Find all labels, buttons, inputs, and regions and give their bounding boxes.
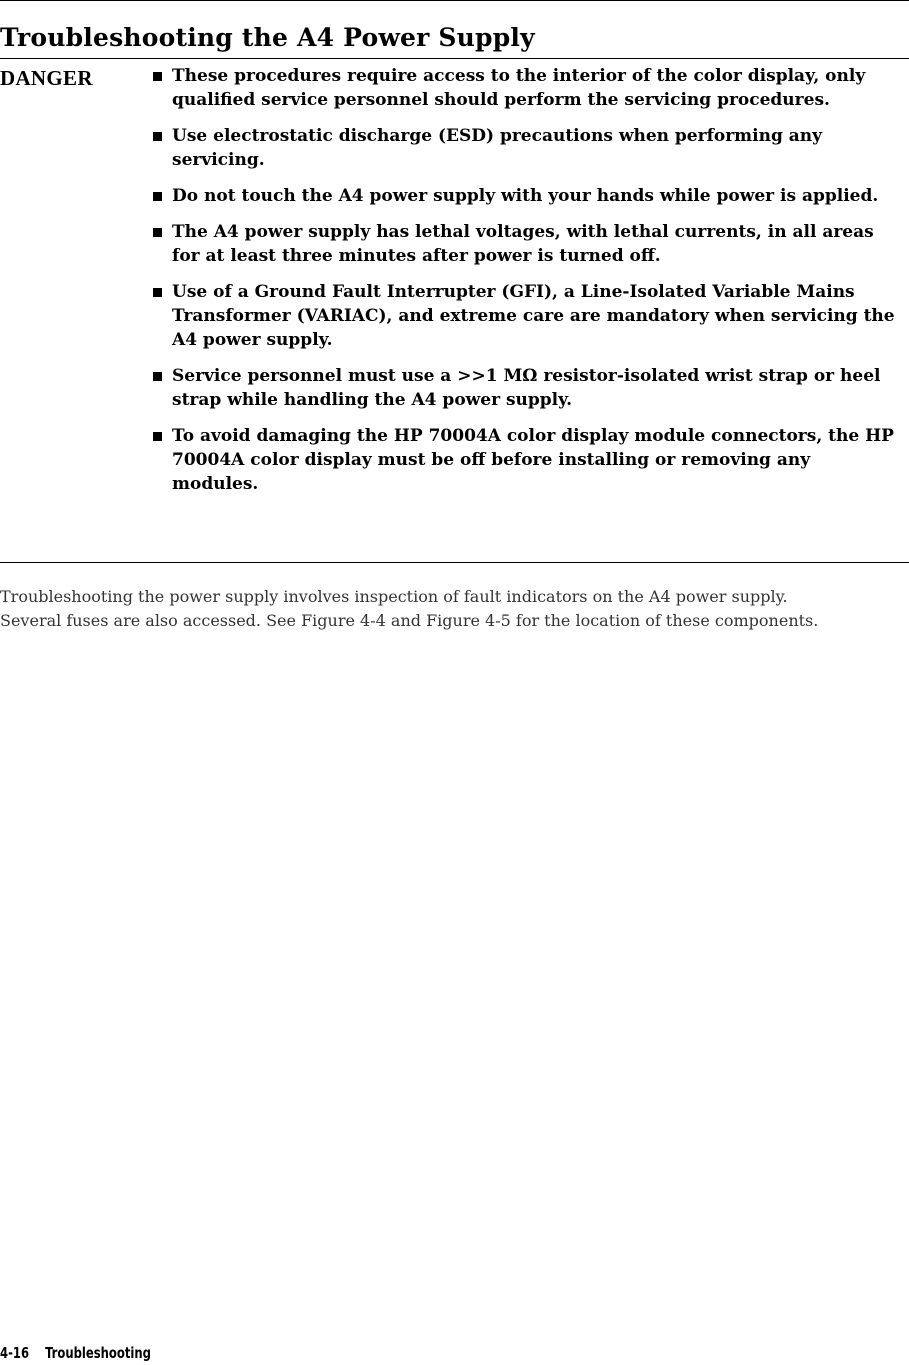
square-bullet-icon [153,72,162,81]
square-bullet-icon [153,132,162,141]
danger-item [150,124,902,172]
danger-list [150,64,902,508]
danger-item-text: These procedures require access to the interior of the color display, only qualified service personnel should perform the servicing procedures. [172,66,866,110]
square-bullet-icon [153,432,162,441]
danger-item [150,424,902,496]
danger-item-text: To avoid damaging the HP 70004A color display module connectors, the HP 70004A color display must be off before installing or removing any modules. [172,426,894,494]
danger-label: DANGER [0,66,93,90]
footer-section: Troubleshooting [45,1344,151,1362]
page-footer [0,1344,151,1362]
danger-item [150,220,902,268]
danger-item-text: Do not touch the A4 power supply with your hands while power is applied. [172,186,879,206]
danger-item-text: Use of a Ground Fault Interrupter (GFI), a Line-Isolated Variable Mains Transformer (VARIAC), and extreme care are mandatory when servicing the A4 power supply. [172,282,895,350]
square-bullet-icon [153,228,162,237]
square-bullet-icon [153,372,162,381]
body-paragraph: Troubleshooting the power supply involves inspection of fault indicators on the A4 power supply. Several fuses are also accessed. See Figure 4-4 and Figure 4-5 for the location of these components. [0,587,819,630]
danger-item [150,184,902,208]
page-number: 4-16 [0,1344,30,1362]
danger-item-text: Service personnel must use a >>1 MΩ resistor-isolated wrist strap or heel strap while handling the A4 power supply. [172,366,881,410]
danger-item-text: Use electrostatic discharge (ESD) precautions when performing any servicing. [172,126,823,170]
square-bullet-icon [153,288,162,297]
page-title: Troubleshooting the A4 Power Supply [0,22,535,52]
danger-item [150,280,902,352]
square-bullet-icon [153,192,162,201]
top-rule [0,0,909,1]
danger-item [150,364,902,412]
title-divider [0,58,909,59]
danger-item [150,64,902,112]
danger-divider [0,562,909,563]
danger-item-text: The A4 power supply has lethal voltages, with lethal currents, in all areas for at least three minutes after power is turned off. [172,222,874,266]
